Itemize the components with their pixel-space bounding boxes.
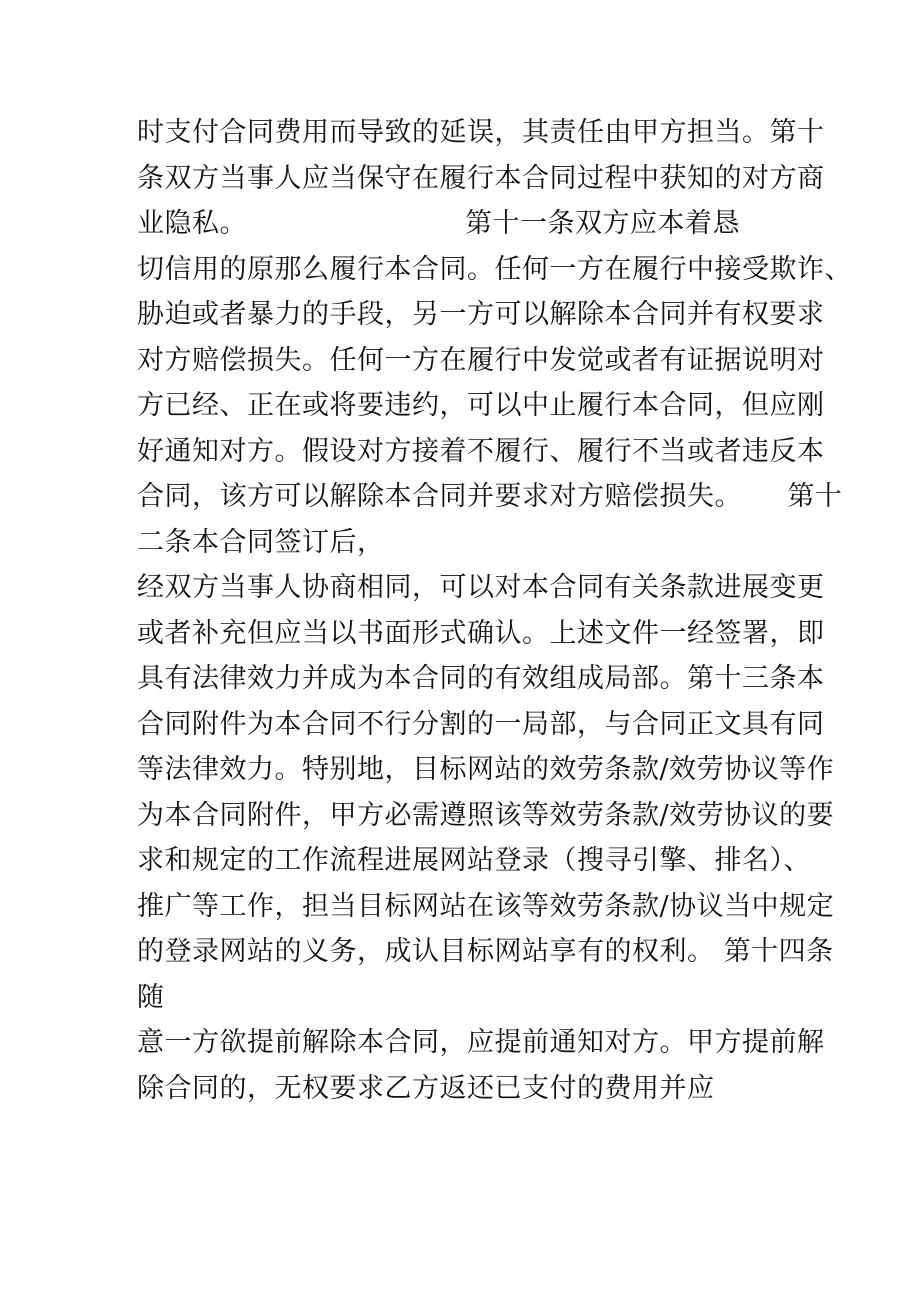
- text-line: 方已经、正在或将要违约，可以中止履行本合同，但应刚: [137, 390, 825, 421]
- text-line: 随: [137, 981, 165, 1013]
- text-line: 二条本合同签订后，: [137, 526, 385, 558]
- text-line: 或者补充但应当以书面形式确认。上述文件一经签署，即: [137, 617, 825, 649]
- text-line: 的登录网站的义务，成认目标网站享有的权利。 第十四条: [137, 936, 834, 967]
- text-line: 意一方欲提前解除本合同，应提前通知对方。甲方提前解: [137, 1027, 825, 1058]
- text-line: 对方赔偿损失。任何一方在履行中发觉或者有证据说明对: [137, 344, 825, 376]
- text-line: 胁迫或者暴力的手段，另一方可以解除本合同并有权要求: [137, 299, 825, 330]
- text-line: 等法律效力。特别地，目标网站的效劳条款/效劳协议等作: [137, 754, 835, 785]
- text-line: 经双方当事人协商相同，可以对本合同有关条款进展变更: [137, 572, 825, 603]
- text-line: 业隐私。 第十一条双方应本着恳: [137, 208, 740, 239]
- text-line: 为本合同附件，甲方必需遵照该等效劳条款/效劳协议的要: [137, 799, 835, 831]
- text-line: 合同，该方可以解除本合同并要求对方赔偿损失。 第十: [137, 481, 843, 512]
- text-line: 条双方当事人应当保守在履行本合同过程中获知的对方商: [137, 162, 825, 194]
- text-line: 具有法律效力并成为本合同的有效组成局部。第十三条本: [137, 663, 825, 694]
- contract-text-body: [137, 110, 852, 1111]
- text-line: 推广等工作，担当目标网站在该等效劳条款/协议当中规定: [137, 890, 835, 922]
- text-line: 除合同的，无权要求乙方返还已支付的费用并应: [137, 1072, 715, 1104]
- text-line: 合同附件为本合同不行分割的一局部，与合同正文具有同: [137, 708, 825, 740]
- text-line: 切信用的原那么履行本合同。任何一方在履行中接受欺诈、: [137, 253, 852, 285]
- text-line: 好通知对方。假设对方接着不履行、履行不当或者违反本: [137, 435, 825, 467]
- text-line: 求和规定的工作流程进展网站登录（搜寻引擎、排名）、: [137, 845, 811, 876]
- text-line: 时支付合同费用而导致的延误，其责任由甲方担当。第十: [137, 117, 825, 148]
